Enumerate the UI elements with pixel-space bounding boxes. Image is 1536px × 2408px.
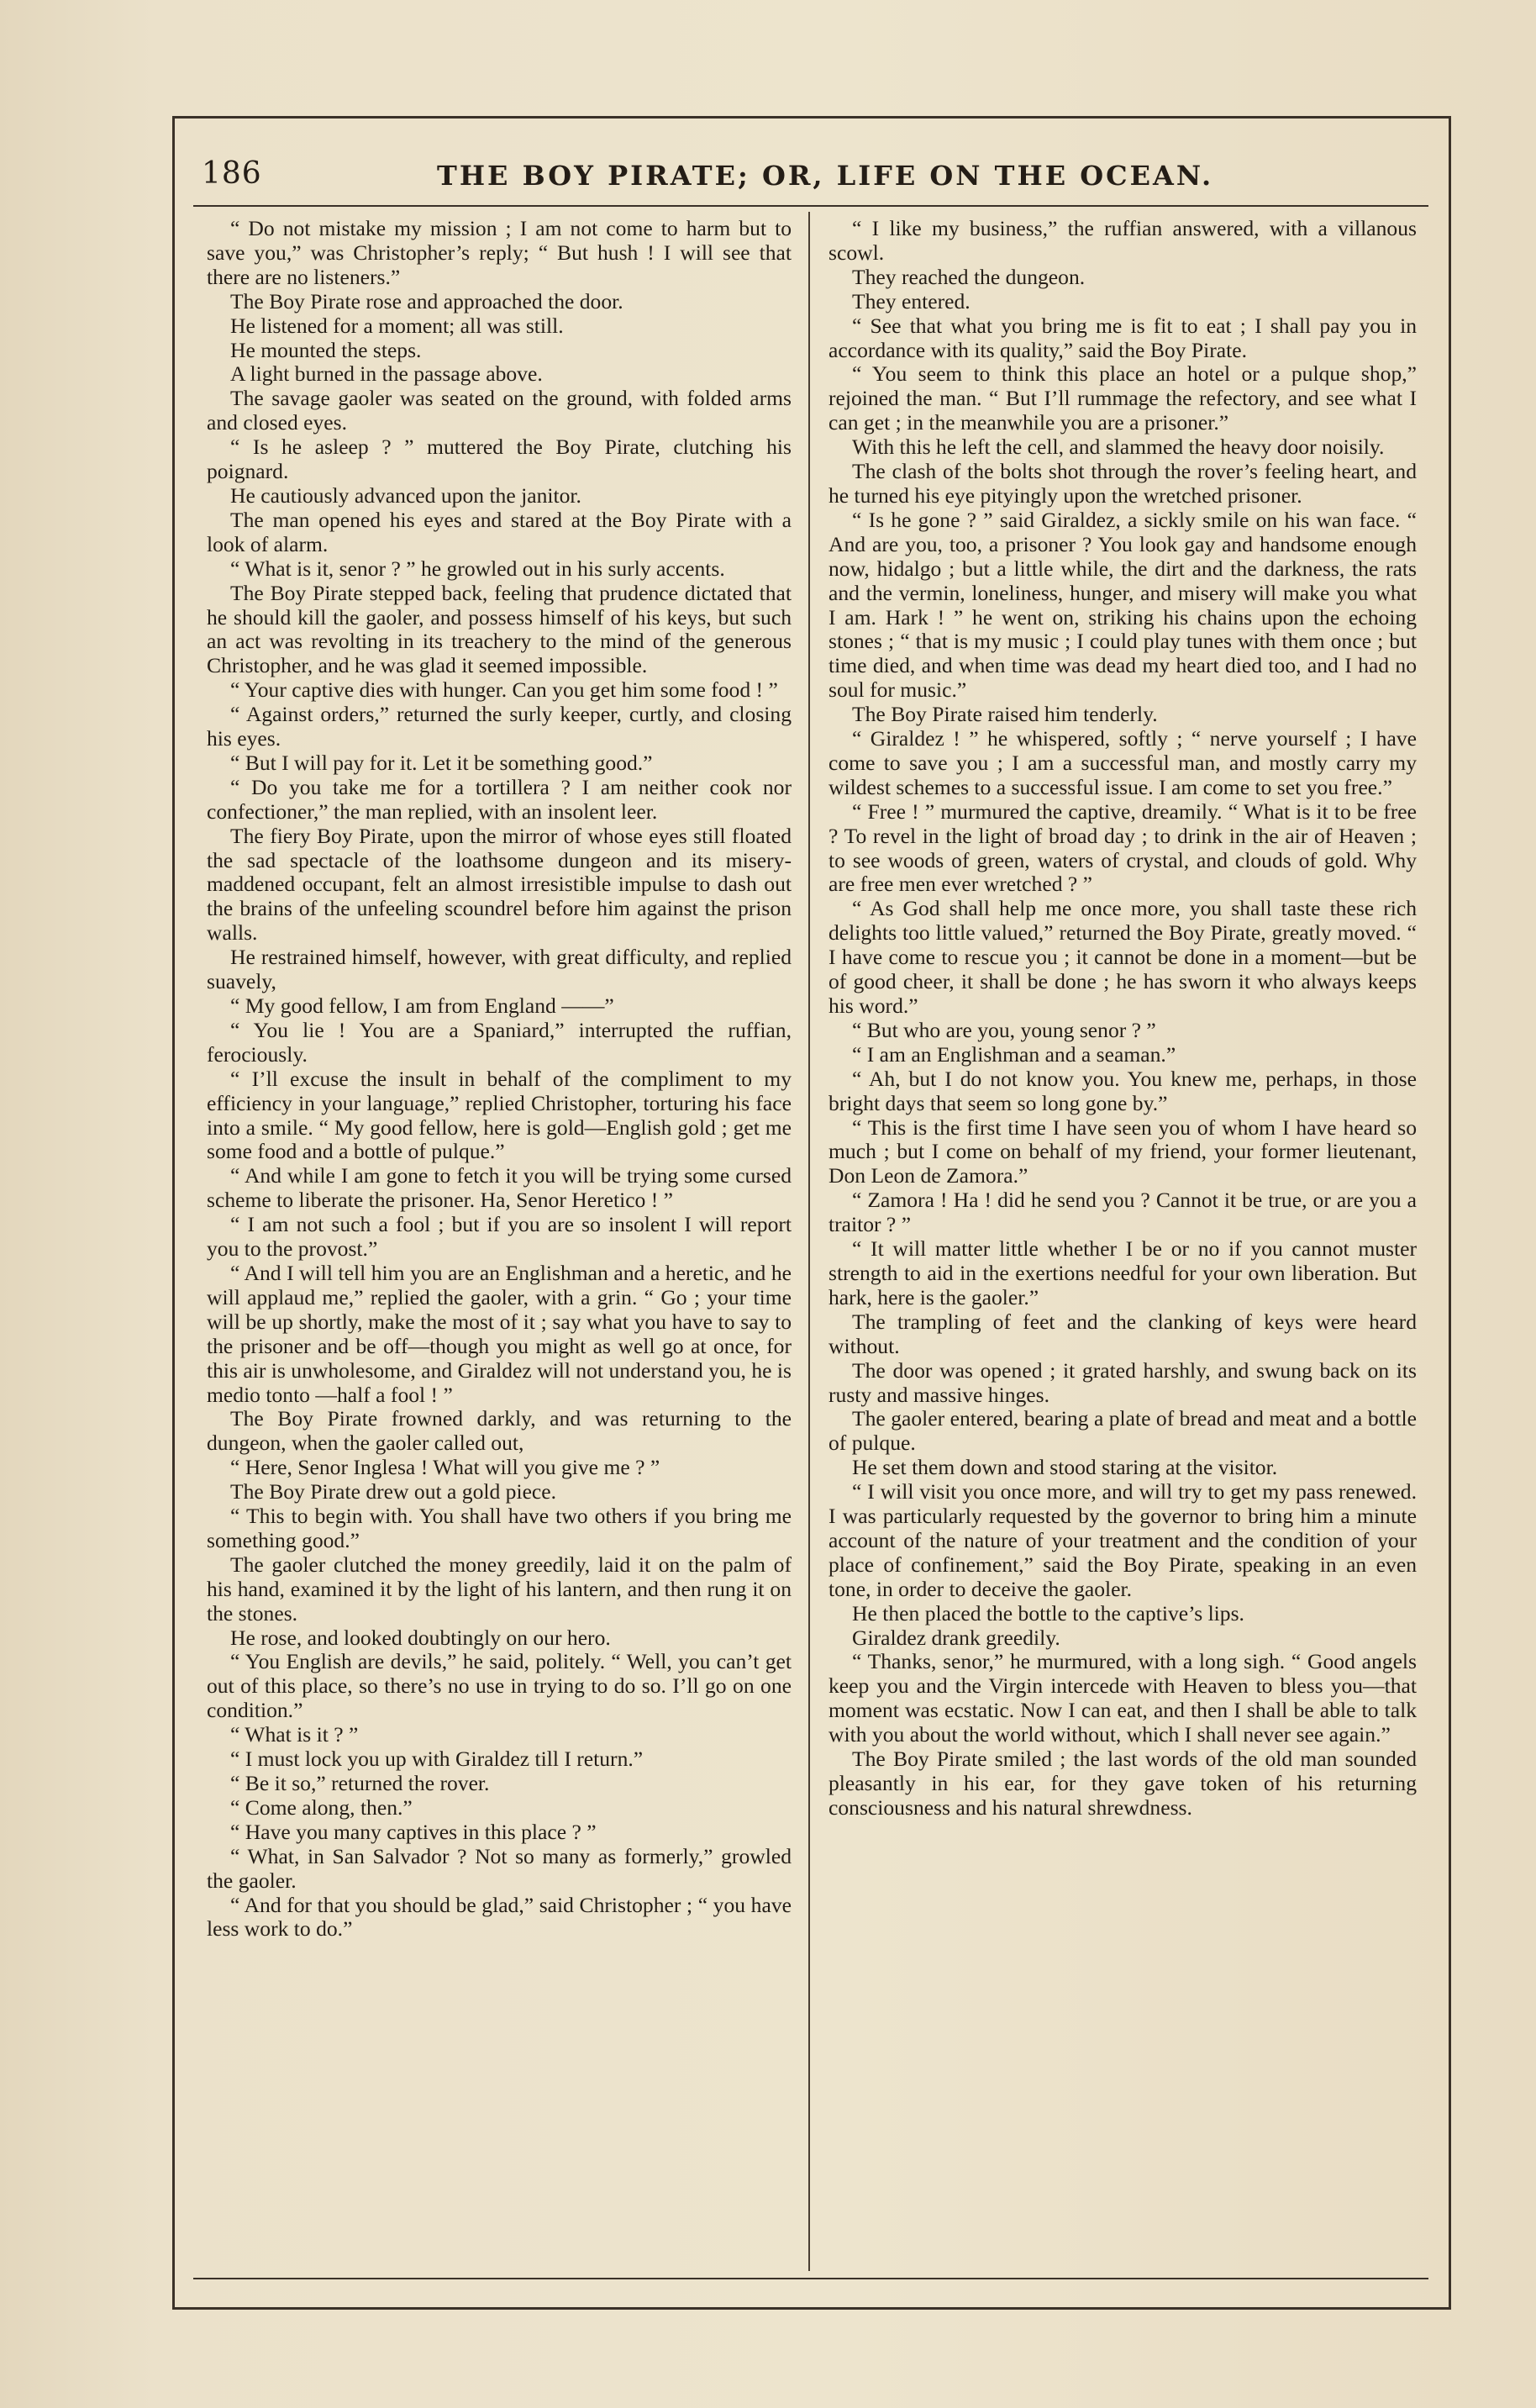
frame-rule-bottom	[172, 2307, 1451, 2310]
left-paragraph: “ Be it so,” returned the rover.	[230, 1771, 490, 1795]
right-paragraph: “ I am an Englishman and a seaman.”	[852, 1041, 1176, 1067]
right-paragraph: With this he left the cell, and slammed the heavy door noisily.	[852, 435, 1385, 460]
right-paragraph: Giraldez drank greedily.	[852, 1625, 1060, 1650]
left-paragraph: “ Have you many captives in this place ? ”	[230, 1819, 597, 1844]
right-paragraph: “ Giraldez ! ” he whispered, softly ; “ nerve yourself ; I have come to save you ; I am a successful man, and mostly carry my wildest schemes to a successful issue. I am come to set you free.”	[828, 726, 1417, 799]
frame-rule-top	[172, 116, 1451, 119]
right-paragraph: The trampling of feet and the clanking of keys were heard without.	[828, 1309, 1417, 1358]
running-title: THE BOY PIRATE; OR, LIFE ON THE OCEAN.	[437, 160, 1214, 192]
left-paragraph: The fiery Boy Pirate, upon the mirror of whose eyes still floated the sad spectacle of the loathsome dungeon and its misery-maddened occupant, felt an almost irresistible impulse to dash out the brains of the unfeeling scoundrel before him against the prison walls.	[207, 823, 792, 946]
left-paragraph: “ What is it, senor ? ” he growled out in his surly accents.	[230, 556, 725, 581]
right-paragraph: “ I like my business,” the ruffian answered, with a villanous scowl.	[828, 216, 1417, 265]
left-column	[207, 217, 792, 1942]
right-paragraph: “ I will visit you once more, and will try to get my pass renewed. I was particularly requested by the governor to bring him a minute account of the nature of your treatment and the condition of your place of confinement,” said the Boy Pirate, speaking in an even tone, in order to deceive the gaoler.	[828, 1479, 1417, 1601]
footer-rule	[193, 2278, 1428, 2279]
right-paragraph: “ Thanks, senor,” he murmured, with a long sigh. “ Good angels keep you and the Virgin intercede with Heaven to bless you—that moment was ecstatic. Now I can eat, and then I shall be able to talk with you about the world without, which I shall never see again.”	[828, 1649, 1417, 1747]
right-paragraph: “ This is the first time I have seen you of whom I have heard so much ; but I come on behalf of my friend, your former lieutenant, Don Leon de Zamora.”	[828, 1114, 1417, 1188]
left-paragraph: “ Do you take me for a tortillera ? I am neither cook nor confectioner,” the man replied, with an insolent leer.	[207, 774, 792, 824]
right-paragraph: They reached the dungeon.	[852, 264, 1086, 289]
left-paragraph: The man opened his eyes and stared at the Boy Pirate with a look of alarm.	[207, 507, 792, 556]
header-rule	[193, 205, 1428, 207]
left-paragraph: “ And I will tell him you are an Englishman and a heretic, and he will applaud me,” replied the gaoler, with a grin. “ Go ; your time will be up shortly, make the most of it ; say what you have to say to the prisoner and be off—though you might as well go at once, for this air is unwholesome, and Giraldez will not understand you, he is medio tonto —half a fool ! ”	[207, 1260, 792, 1407]
left-paragraph: “ You lie ! You are a Spaniard,” interrupted the ruffian, ferociously.	[207, 1017, 792, 1067]
left-paragraph: The Boy Pirate frowned darkly, and was returning to the dungeon, when the gaoler called out,	[207, 1406, 792, 1456]
frame-rule-left	[172, 116, 175, 2310]
left-paragraph: He cautiously advanced upon the janitor.	[230, 482, 581, 508]
left-paragraph: “ Do not mistake my mission ; I am not come to harm but to save you,” was Christopher’s reply; “ But hush ! I will see that there are no listeners.”	[207, 216, 792, 289]
left-paragraph: “ I am not such a fool ; but if you are so insolent I will report you to the provost.”	[207, 1212, 792, 1262]
left-paragraph: “ What, in San Salvador ? Not so many as formerly,” growled the gaoler.	[207, 1843, 792, 1893]
left-paragraph: “ My good fellow, I am from England ——”	[230, 993, 614, 1018]
right-paragraph: “ As God shall help me once more, you shall taste these rich delights too little valued,” returned the Boy Pirate, greatly moved. “ I have come to rescue you ; it cannot be done in a moment—but be of good cheer, it shall be done ; he has sworn it who always keeps his word.”	[828, 896, 1417, 1018]
right-paragraph: “ See that what you bring me is fit to eat ; I shall pay you in accordance with its quality,” said the Boy Pirate.	[828, 313, 1417, 362]
left-paragraph: The savage gaoler was seated on the ground, with folded arms and closed eyes.	[207, 386, 792, 435]
left-paragraph: “ This to begin with. You shall have two others if you bring me something good.”	[207, 1504, 792, 1552]
right-paragraph: “ Ah, but I do not know you. You knew me, perhaps, in those bright days that seem so long gone by.”	[828, 1066, 1417, 1115]
right-paragraph: “ Free ! ” murmured the captive, dreamily. “ What is it to be free ? To revel in the light of broad day ; to drink in the air of Heaven ; to see woods of green, waters of crystal, and clouds of gold. Why are free men ever wretched ? ”	[828, 798, 1417, 897]
left-paragraph: “ I must lock you up with Giraldez till I return.”	[230, 1747, 644, 1772]
left-paragraph: “ What is it ? ”	[230, 1722, 359, 1747]
left-paragraph: He rose, and looked doubtingly on our hero.	[230, 1625, 611, 1650]
left-paragraph: “ And while I am gone to fetch it you will be trying some cursed scheme to liberate the prisoner. Ha, Senor Heretico ! ”	[207, 1163, 792, 1213]
left-paragraph: “ I’ll excuse the insult in behalf of the compliment to my efficiency in your language,” replied Christopher, torturing his face into a smile. “ My good fellow, here is gold—English gold ; get me some food and a bottle of pulque.”	[207, 1066, 792, 1164]
left-paragraph: The Boy Pirate rose and approached the door.	[230, 288, 623, 314]
right-paragraph: The Boy Pirate smiled ; the last words of the old man sounded pleasantly in his ear, for they gave token of his returning consciousness and his natural shrewdness.	[828, 1747, 1417, 1820]
right-paragraph: The door was opened ; it grated harshly, and swung back on its rusty and massive hinges.	[828, 1357, 1417, 1407]
right-paragraph: The gaoler entered, bearing a plate of bread and meat and a bottle of pulque.	[828, 1406, 1417, 1456]
left-paragraph: A light burned in the passage above.	[230, 361, 543, 387]
left-paragraph: “ Is he asleep ? ” muttered the Boy Pirate, clutching his poignard.	[207, 435, 792, 484]
left-paragraph: “ Here, Senor Inglesa ! What will you give me ? ”	[230, 1455, 660, 1480]
left-paragraph: The Boy Pirate stepped back, feeling that prudence dictated that he should kill the gaoler, and possess himself of his keys, but such an act was revolting in its treachery to the mind of the generous Christopher, and he was glad it seemed impossible.	[207, 580, 792, 678]
left-paragraph: He listened for a moment; all was still.	[230, 313, 564, 338]
left-paragraph: The gaoler clutched the money greedily, laid it on the palm of his hand, examined it by the light of his lantern, and then rung it on the stones.	[207, 1552, 792, 1626]
left-paragraph: “ But I will pay for it. Let it be something good.”	[230, 750, 653, 775]
left-paragraph: The Boy Pirate drew out a gold piece.	[230, 1479, 557, 1504]
column-divider	[808, 212, 810, 2271]
frame-rule-right	[1449, 116, 1451, 2310]
left-paragraph: “ You English are devils,” he said, politely. “ Well, you can’t get out of this place, so there’s no use in trying to do so. I’ll go on one condition.”	[207, 1649, 792, 1723]
right-paragraph: “ But who are you, young senor ? ”	[852, 1017, 1156, 1042]
right-column	[828, 217, 1417, 1820]
left-paragraph: “ Against orders,” returned the surly keeper, curtly, and closing his eyes.	[207, 702, 792, 751]
left-paragraph: He mounted the steps.	[230, 337, 422, 362]
left-paragraph: “ Come along, then.”	[230, 1794, 413, 1820]
right-paragraph: “ You seem to think this place an hotel or a pulque shop,” rejoined the man. “ But I’ll rummage the refectory, and see what I can get ; in the meanwhile you are a prisoner.”	[828, 361, 1417, 435]
right-paragraph: He then placed the bottle to the captive’s lips.	[852, 1600, 1244, 1626]
left-paragraph: “ Your captive dies with hunger. Can you get him some food ! ”	[230, 677, 778, 703]
page-number: 186	[202, 156, 262, 191]
right-paragraph: “ It will matter little whether I be or no if you cannot muster strength to aid in the exertions needful for your own liberation. But hark, here is the gaoler.”	[828, 1236, 1417, 1309]
right-paragraph: The Boy Pirate raised him tenderly.	[852, 702, 1158, 727]
right-paragraph: He set them down and stood staring at the visitor.	[852, 1455, 1278, 1480]
left-paragraph: He restrained himself, however, with great difficulty, and replied suavely,	[207, 945, 792, 994]
left-paragraph: “ And for that you should be glad,” said Christopher ; “ you have less work to do.”	[207, 1892, 792, 1942]
right-paragraph: They entered.	[852, 288, 971, 314]
right-paragraph: “ Is he gone ? ” said Giraldez, a sickly smile on his wan face. “ And are you, too, a prisoner ? You look gay and handsome enough now, hidalgo ; but a little while, the dirt and the darkness, the rats and the vermin, loneliness, hunger, and misery will make you what I am. Hark ! ” he went on, striking his chains upon the echoing stones ; “ that is my music ; I could play tunes with them once ; but time died, and when time was dead my heart died too, and I had no soul for music.”	[828, 507, 1417, 703]
right-paragraph: The clash of the bolts shot through the rover’s feeling heart, and he turned his eye pityingly upon the wretched prisoner.	[828, 459, 1417, 508]
right-paragraph: “ Zamora ! Ha ! did he send you ? Cannot it be true, or are you a traitor ? ”	[828, 1188, 1417, 1237]
